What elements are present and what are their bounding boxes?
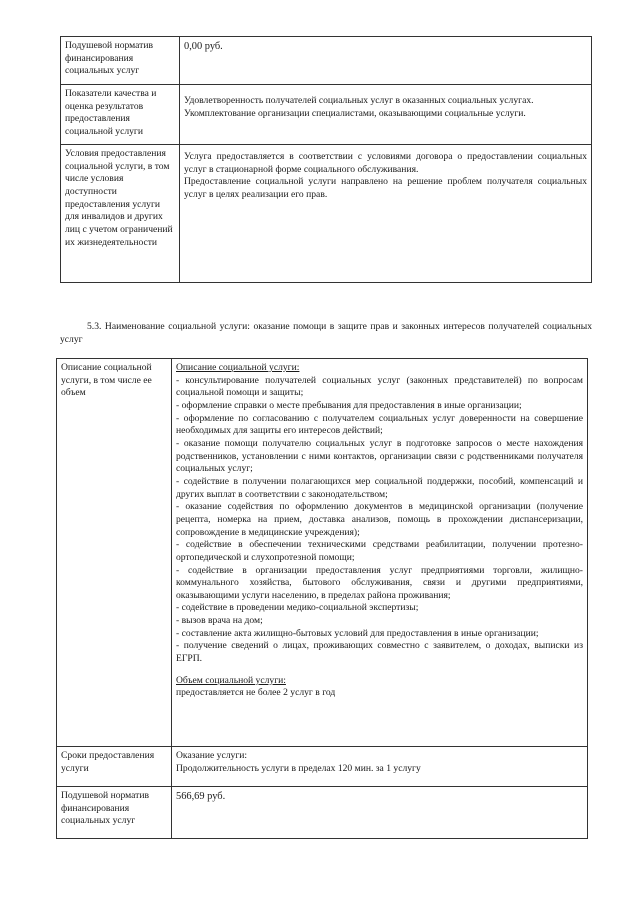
table-row <box>61 85 592 145</box>
list-item: - оформление справки о месте пребывания для предоставления в иные организации; <box>176 399 522 411</box>
list-item: - составление акта жилищно-бытовых условий для предоставления в иные организации; <box>176 627 539 639</box>
row-value <box>180 145 592 283</box>
row-value <box>172 359 588 747</box>
volume-text: предоставляется не более 2 услуг в год <box>176 687 336 699</box>
row-label: Подушевой норматив финансирования социальных услуг <box>57 787 172 839</box>
table-row <box>57 747 588 787</box>
table-section-5-3 <box>56 358 588 839</box>
funding-value: 0,00 руб. <box>184 41 223 52</box>
value-paragraph: Предоставление социальной услуги направлено на решение проблем получателя социальных услуг в целях реализации его прав. <box>184 176 587 200</box>
table-row <box>57 359 588 747</box>
terms-line: Оказание услуги: <box>176 750 248 761</box>
row-value <box>172 787 588 839</box>
list-item: - получение сведений о лицах, проживающих совместно с заявителем, о доходах, выписки из ЕГРП. <box>176 640 583 665</box>
list-item: - оформление по согласованию с получателем социальных услуг доверенности на совершение необходимых для защиты его интересов действий; <box>176 412 583 437</box>
row-value <box>172 747 588 787</box>
volume-title: Объем социальной услуги: <box>176 674 286 686</box>
funding-value: 566,69 руб. <box>176 791 226 802</box>
list-item: - оказание помощи получателю социальных услуг в подготовке запросов о месте нахождения родственников, установлении с ними контактов, организации связи с родственниками получателя социальных услуг; <box>176 437 583 475</box>
row-label: Условия предоставления социальной услуги, в том числе условия доступности предоставления услуги для инвалидов и других лиц с учетом ограничений их жизнедеятельности <box>61 145 180 283</box>
row-label: Сроки предоставления услуги <box>57 747 172 787</box>
spacer <box>176 666 583 675</box>
row-label: Подушевой норматив финансирования социальных услуг <box>61 37 180 85</box>
table-row <box>57 787 588 839</box>
value-paragraph: Удовлетворенность получателей социальных услуг в оказанных социальных услугах. <box>184 95 534 106</box>
list-item: - содействие в обеспечении техническими средствами реабилитации, получении протезно-ортопедической и слухопротезной помощи; <box>176 539 583 563</box>
table-row <box>61 37 592 85</box>
list-item: - содействие в организации предоставления услуг предприятиями торговли, жилищно-коммунального хозяйства, бытового обслуживания, связи и другими предприятиями, оказывающими услуги населению, в пределах района проживания; <box>176 564 583 601</box>
list-item: - оказание содействия по оформлению документов в медицинской организации (получение рецепта, номерка на прием, доставка анализов, помощь в прохождении диспансеризации, сопровождение в медицинские учреждения); <box>176 501 583 538</box>
row-label: Описание социальной услуги, в том числе ее объем <box>57 359 172 747</box>
description-title: Описание социальной услуги: <box>176 362 300 373</box>
row-value <box>180 37 592 85</box>
terms-line: Продолжительность услуги в пределах 120 мин. за 1 услугу <box>176 762 421 774</box>
row-value <box>180 85 592 145</box>
value-paragraph: Укомплектование организации специалистами, оказывающими социальные услуги. <box>184 107 526 119</box>
table-section-5-2 <box>60 36 592 283</box>
list-item: - содействие в получении полагающихся мер социальной поддержки, пособий, компенсаций и других выплат в соответствии с законодательством; <box>176 475 583 500</box>
section-heading: 5.3. Наименование социальной услуги: оказание помощи в защите прав и законных интересов получателей социальных услуг <box>60 321 592 345</box>
list-item: - содействие в проведении медико-социальной экспертизы; <box>176 602 419 614</box>
list-item: - консультирование получателей социальных услуг (законных представителей) по вопросам социальной помощи и защиты; <box>176 374 583 399</box>
row-label: Показатели качества и оценка результатов предоставления социальной услуги <box>61 85 180 145</box>
value-paragraph: Услуга предоставляется в соответствии с условиями договора о предоставлении социальных услуг в стационарной форме социального обслуживания. <box>184 151 587 175</box>
table-row <box>61 145 592 283</box>
list-item: - вызов врача на дом; <box>176 615 263 627</box>
